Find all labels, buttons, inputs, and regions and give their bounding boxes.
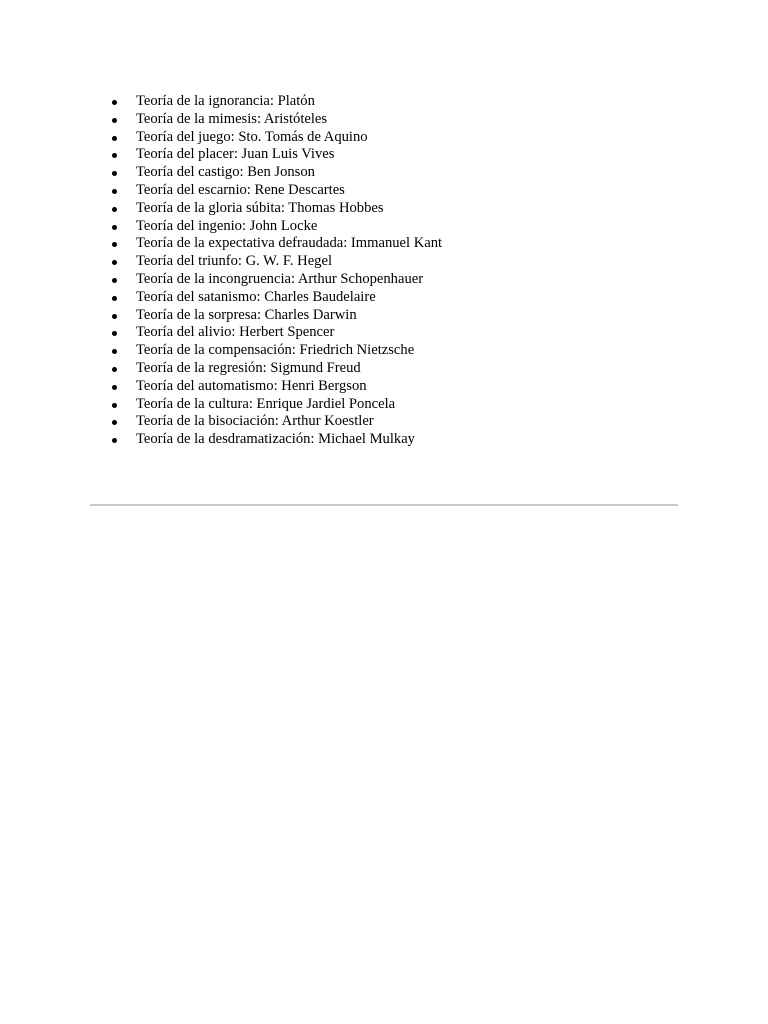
bullet-icon — [112, 153, 117, 158]
list-item-text: Teoría de la bisociación: Arthur Koestler — [136, 413, 374, 430]
bullet-icon — [112, 189, 117, 194]
list-item-text: Teoría del triunfo: G. W. F. Hegel — [136, 253, 333, 270]
bullet-icon — [112, 242, 117, 247]
list-item-text: Teoría de la sorpresa: Charles Darwin — [136, 306, 357, 323]
list-item — [110, 111, 442, 129]
list-item-text: Teoría de la desdramatización: Michael Mulkay — [136, 431, 415, 448]
list-item — [110, 324, 442, 342]
bullet-icon — [112, 331, 117, 336]
list-item — [110, 307, 442, 325]
list-item-text: Teoría de la compensación: Friedrich Nietzsche — [136, 342, 415, 359]
list-item — [110, 342, 442, 360]
list-item-text: Teoría del automatismo: Henri Bergson — [136, 377, 367, 394]
bullet-icon — [112, 171, 117, 176]
bullet-icon — [112, 296, 117, 301]
list-item — [110, 413, 442, 431]
bullet-icon — [112, 385, 117, 390]
list-item-text: Teoría de la cultura: Enrique Jardiel Poncela — [136, 395, 396, 412]
bullet-icon — [112, 349, 117, 354]
list-item — [110, 200, 442, 218]
list-item — [110, 253, 442, 271]
list-item — [110, 218, 442, 236]
list-item — [110, 93, 442, 111]
list-item-text: Teoría del placer: Juan Luis Vives — [136, 146, 335, 163]
bullet-icon — [112, 367, 117, 372]
bullet-icon — [112, 403, 117, 408]
bullet-icon — [112, 260, 117, 265]
list-item — [110, 164, 442, 182]
list-item — [110, 182, 442, 200]
list-item — [110, 271, 442, 289]
list-item — [110, 235, 442, 253]
bullet-icon — [112, 207, 117, 212]
bullet-icon — [112, 438, 117, 443]
bullet-icon — [112, 136, 117, 141]
bullet-icon — [112, 118, 117, 123]
bullet-icon — [112, 314, 117, 319]
list-item — [110, 396, 442, 414]
bullet-icon — [112, 278, 117, 283]
list-item — [110, 378, 442, 396]
list-item-text: Teoría del satanismo: Charles Baudelaire — [136, 288, 376, 305]
list-item-text: Teoría del juego: Sto. Tomás de Aquino — [136, 128, 368, 145]
list-item-text: Teoría de la gloria súbita: Thomas Hobbes — [136, 199, 384, 216]
list-item-text: Teoría del escarnio: Rene Descartes — [136, 181, 345, 198]
list-item-text: Teoría del ingenio: John Locke — [136, 217, 318, 234]
list-item — [110, 360, 442, 378]
list-item — [110, 431, 442, 449]
bullet-icon — [112, 420, 117, 425]
list-item — [110, 129, 442, 147]
list-item-text: Teoría de la mimesis: Aristóteles — [136, 110, 328, 127]
bullet-icon — [112, 100, 117, 105]
bullet-icon — [112, 225, 117, 230]
list-item — [110, 289, 442, 307]
list-item-text: Teoría de la expectativa defraudada: Immanuel Kant — [136, 235, 443, 252]
list-item-text: Teoría del alivio: Herbert Spencer — [136, 324, 335, 341]
list-item-text: Teoría de la incongruencia: Arthur Schopenhauer — [136, 270, 424, 287]
list-item-text: Teoría de la ignorancia: Platón — [136, 93, 315, 109]
list-item-text: Teoría de la regresión: Sigmund Freud — [136, 359, 361, 376]
horizontal-divider — [90, 504, 678, 506]
theory-list — [110, 93, 442, 449]
list-item-text: Teoría del castigo: Ben Jonson — [136, 164, 315, 181]
list-item — [110, 146, 442, 164]
